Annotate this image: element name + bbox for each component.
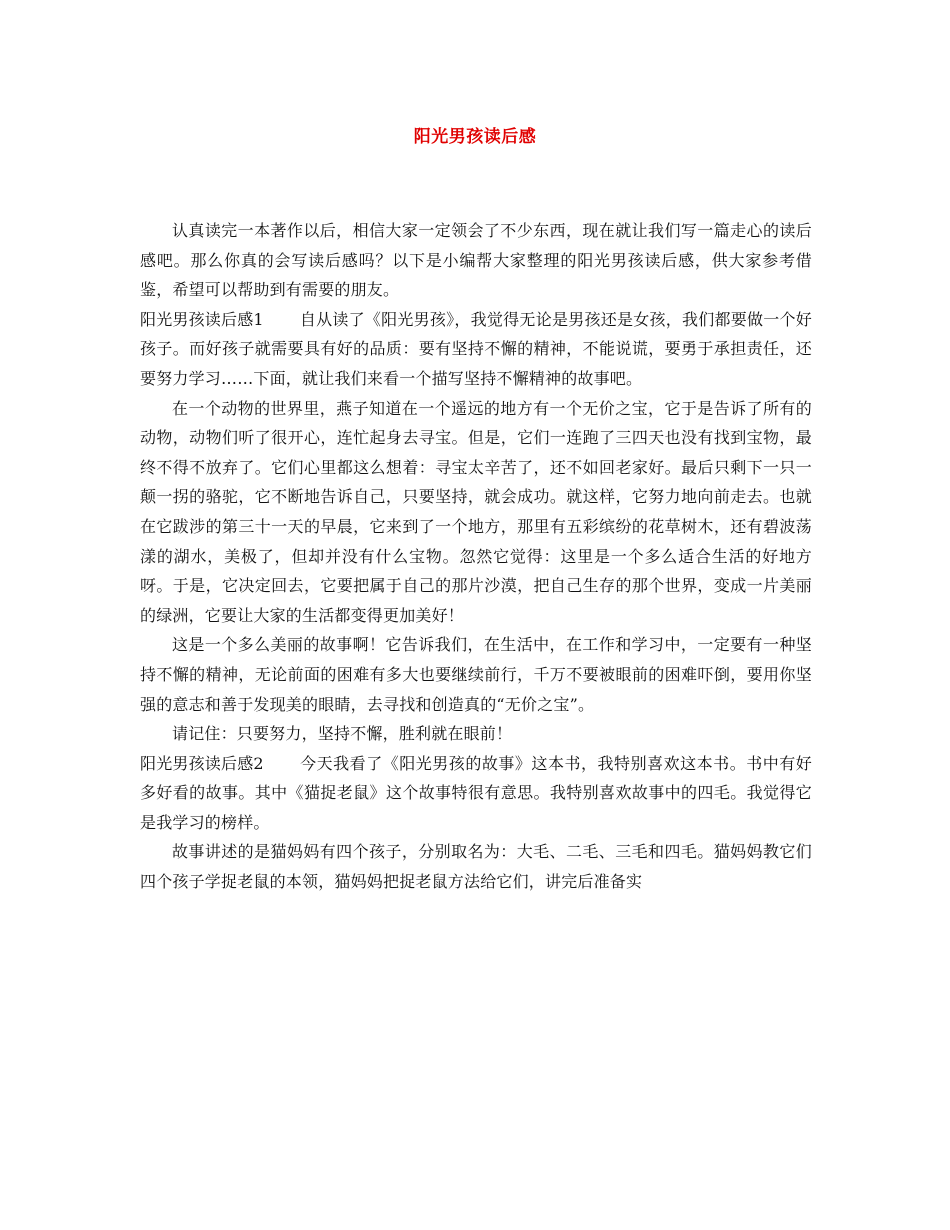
document-body [140,216,812,897]
document-title: 阳光男孩读后感 [413,127,537,147]
section-text: 自从读了《阳光男孩》，我觉得无论是男孩还是女孩，我们都要做一个好孩子。而好孩子就需要具有好的品质：要有坚持不懈的精神，不能说谎，要勇于承担责任，还要努力学习……下面，就让我们来看一个描写坚持不懈精神的故事吧。 [140,309,812,388]
body-paragraph: 请记住：只要努力，坚持不懈，胜利就在眼前！ [172,724,513,744]
body-paragraph: 这是一个多么美丽的故事啊！它告诉我们，在生活中，在工作和学习中，一定要有一种坚持不懈的精神，无论前面的困难有多大也要继续前行，千万不要被眼前的困难吓倒，要用你坚强的意志和善于发现美的眼睛，去寻找和创造真的“无价之宝”。 [140,635,812,714]
section-paragraph [140,749,812,838]
body-paragraph: 认真读完一本著作以后，相信大家一定领会了不少东西，现在就让我们写一篇走心的读后感吧。那么你真的会写读后感吗？以下是小编帮大家整理的阳光男孩读后感，供大家参考借鉴，希望可以帮助到有需要的朋友。 [140,221,812,300]
body-paragraph: 在一个动物的世界里，燕子知道在一个遥远的地方有一个无价之宝，它于是告诉了所有的动物，动物们听了很开心，连忙起身去寻宝。但是，它们一连跑了三四天也没有找到宝物，最终不得不放弃了。它们心里都这么想着：寻宝太辛苦了，还不如回老家好。最后只剩下一只一颠一拐的骆驼，它不断地告诉自己，只要坚持，就会成功。就这样，它努力地向前走去。也就在它跋涉的第三十一天的早晨，它来到了一个地方，那里有五彩缤纷的花草树木，还有碧波荡漾的湖水，美极了，但却并没有什么宝物。忽然它觉得：这里是一个多么适合生活的好地方呀。于是，它决定回去，它要把属于自己的那片沙漠，把自己生存的那个世界，变成一片美丽的绿洲，它要让大家的生活都变得更加美好！ [140,398,812,625]
body-paragraph: 故事讲述的是猫妈妈有四个孩子，分别取名为：大毛、二毛、三毛和四毛。猫妈妈教它们四个孩子学捉老鼠的本领，猫妈妈把捉老鼠方法给它们，讲完后准备实 [140,842,812,892]
section-paragraph [140,305,812,394]
section-heading: 阳光男孩读后感2 [140,753,264,773]
section-text: 今天我看了《阳光男孩的故事》这本书，我特别喜欢这本书。书中有好多好看的故事。其中《猫捉老鼠》这个故事特很有意思。我特别喜欢故事中的四毛。我觉得它是我学习的榜样。 [140,753,812,832]
section-heading: 阳光男孩读后感1 [140,309,264,329]
